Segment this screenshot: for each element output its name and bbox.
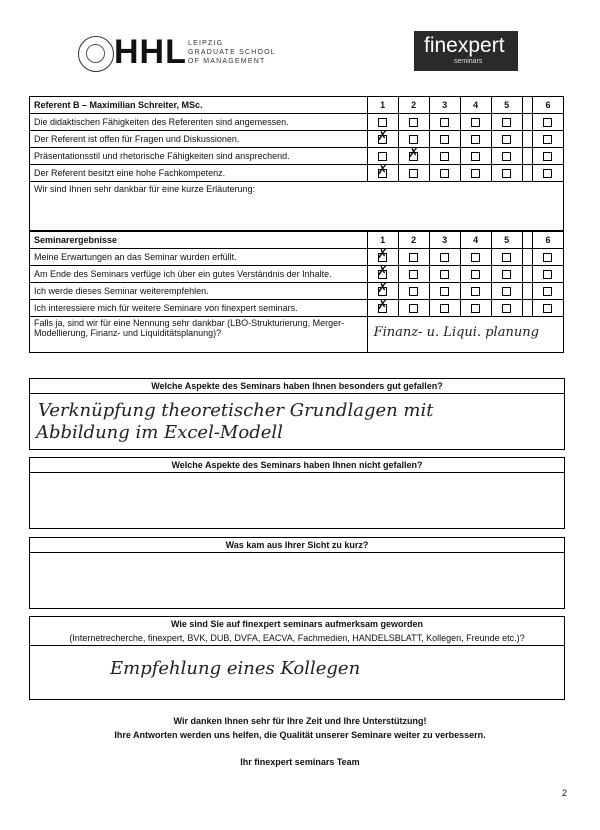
- rating-checkbox[interactable]: [378, 118, 387, 127]
- rating-checkbox[interactable]: [440, 135, 449, 144]
- hhl-logo-subtitle: LEIPZIG GRADUATE SCHOOL OF MANAGEMENT: [188, 40, 276, 65]
- rating-row: [30, 283, 564, 300]
- rating-row: [30, 266, 564, 283]
- rating-checkbox[interactable]: [543, 152, 552, 161]
- hhl-seal-logo: [78, 36, 114, 72]
- liked-answer-line1: Verknüpfung theoretischer Grundlagen mit: [38, 400, 434, 421]
- rating-checkbox[interactable]: [409, 270, 418, 279]
- rating-checkbox[interactable]: [378, 304, 387, 313]
- rating-checkbox[interactable]: [471, 135, 480, 144]
- rating-checkbox[interactable]: [502, 270, 511, 279]
- rating-checkbox[interactable]: [409, 169, 418, 178]
- rating-checkbox[interactable]: [440, 270, 449, 279]
- rating-row: [30, 131, 564, 148]
- results-rating-table: [29, 231, 564, 353]
- rating-checkbox[interactable]: [471, 304, 480, 313]
- disliked-question: Welche Aspekte des Seminars haben Ihnen nicht gefallen?: [30, 458, 564, 473]
- rating-checkbox[interactable]: [543, 118, 552, 127]
- scale-header: 6: [532, 232, 563, 249]
- rating-checkbox[interactable]: [471, 270, 480, 279]
- liked-question: Welche Aspekte des Seminars haben Ihnen besonders gut gefallen?: [30, 379, 564, 394]
- rating-checkbox[interactable]: [378, 287, 387, 296]
- thanks-line-2: Ihre Antworten werden uns helfen, die Qualität unserer Seminare weiter zu verbessern.: [114, 730, 486, 740]
- followup-answer: Finanz- u. Liqui. planung: [373, 325, 539, 340]
- source-answer: Empfehlung eines Kollegen: [110, 658, 361, 679]
- rating-row-label: Der Referent besitzt eine hohe Fachkompetenz.: [30, 165, 368, 182]
- rating-checkbox[interactable]: [440, 287, 449, 296]
- rating-checkbox[interactable]: [471, 253, 480, 262]
- scale-header: 5: [491, 232, 522, 249]
- short-section: [29, 537, 565, 609]
- source-question: Wie sind Sie auf finexpert seminars aufmerksam geworden: [171, 619, 423, 629]
- scale-header: 4: [460, 97, 491, 114]
- liked-answer-line2: Abbildung im Excel-Modell: [36, 422, 283, 443]
- rating-checkbox[interactable]: [409, 135, 418, 144]
- rating-checkbox[interactable]: [440, 169, 449, 178]
- thanks-line: Wir danken Ihnen sehr für Ihre Zeit und Ihre Unterstützung!: [173, 716, 427, 726]
- rating-row: [30, 165, 564, 182]
- rating-checkbox[interactable]: [502, 135, 511, 144]
- rating-row-label: Ich werde dieses Seminar weiterempfehlen.: [30, 283, 368, 300]
- rating-checkbox[interactable]: [502, 253, 511, 262]
- rating-row-label: Präsentationsstil und rhetorische Fähigkeiten sind ansprechend.: [30, 148, 368, 165]
- scale-header: 1: [367, 97, 398, 114]
- rating-checkbox[interactable]: [409, 304, 418, 313]
- liked-section: [29, 378, 565, 450]
- rating-checkbox[interactable]: [378, 169, 387, 178]
- short-answer-field[interactable]: [30, 553, 564, 605]
- source-question-hint: (Internetrecherche, finexpert, BVK, DUB, DVFA, EACVA, Fachmedien, HANDELSBLATT, Kollegen, Freunde etc.)?: [30, 631, 564, 646]
- rating-row-label: Ich interessiere mich für weitere Seminare von finexpert seminars.: [30, 300, 368, 317]
- rating-row-label: Die didaktischen Fähigkeiten des Referenten sind angemessen.: [30, 114, 368, 131]
- rating-checkbox[interactable]: [440, 253, 449, 262]
- scale-header: 2: [398, 232, 429, 249]
- rating-checkbox[interactable]: [543, 270, 552, 279]
- scale-header: 3: [429, 97, 460, 114]
- rating-checkbox[interactable]: [378, 270, 387, 279]
- rating-checkbox[interactable]: [440, 118, 449, 127]
- short-question: Was kam aus Ihrer Sicht zu kurz?: [30, 538, 564, 553]
- rating-checkbox[interactable]: [502, 118, 511, 127]
- rating-checkbox[interactable]: [378, 152, 387, 161]
- referent-comment-field[interactable]: [30, 182, 564, 231]
- hhl-logo-text: HHL: [114, 33, 187, 71]
- rating-checkbox[interactable]: [409, 253, 418, 262]
- finexpert-logo: finexpert seminars: [414, 31, 518, 71]
- rating-checkbox[interactable]: [502, 304, 511, 313]
- rating-checkbox[interactable]: [543, 135, 552, 144]
- rating-checkbox[interactable]: [378, 135, 387, 144]
- scale-header: 3: [429, 232, 460, 249]
- source-answer-field[interactable]: [30, 646, 564, 694]
- page-number: 2: [562, 788, 568, 798]
- results-title: Seminarergebnisse: [30, 232, 368, 249]
- liked-answer-field[interactable]: [30, 394, 564, 446]
- rating-checkbox[interactable]: [440, 152, 449, 161]
- rating-row: [30, 148, 564, 165]
- rating-checkbox[interactable]: [502, 152, 511, 161]
- disliked-answer-field[interactable]: [30, 473, 564, 525]
- rating-row: [30, 249, 564, 266]
- scale-header: 2: [398, 97, 429, 114]
- referent-title: Referent B – Maximilian Schreiter, MSc.: [30, 97, 368, 114]
- rating-checkbox[interactable]: [543, 287, 552, 296]
- rating-checkbox[interactable]: [543, 304, 552, 313]
- rating-checkbox[interactable]: [502, 169, 511, 178]
- rating-checkbox[interactable]: [543, 253, 552, 262]
- source-section: [29, 616, 565, 700]
- rating-row-label: Am Ende des Seminars verfüge ich über ein gutes Verständnis der Inhalte.: [30, 266, 368, 283]
- followup-label: Falls ja, sind wir für eine Nennung sehr dankbar (LBO-Strukturierung, Merger-Modellierung, Finanz- und Liquiditätsplanung)?: [30, 317, 368, 353]
- rating-row: [30, 114, 564, 131]
- rating-row-label: Meine Erwartungen an das Seminar wurden erfüllt.: [30, 249, 368, 266]
- rating-row: [30, 300, 564, 317]
- rating-checkbox[interactable]: [471, 118, 480, 127]
- rating-checkbox[interactable]: [409, 118, 418, 127]
- rating-checkbox[interactable]: [409, 287, 418, 296]
- scale-header: 6: [532, 97, 563, 114]
- disliked-section: [29, 457, 565, 529]
- rating-checkbox[interactable]: [543, 169, 552, 178]
- referent-rating-table: [29, 96, 564, 231]
- rating-checkbox[interactable]: [440, 304, 449, 313]
- rating-checkbox[interactable]: [409, 152, 418, 161]
- signoff: Ihr finexpert seminars Team: [240, 757, 360, 767]
- rating-checkbox[interactable]: [471, 169, 480, 178]
- followup-answer-field[interactable]: [367, 317, 563, 353]
- rating-row-label: Der Referent ist offen für Fragen und Diskussionen.: [30, 131, 368, 148]
- rating-checkbox[interactable]: [471, 152, 480, 161]
- rating-checkbox[interactable]: [502, 287, 511, 296]
- scale-header: 4: [460, 232, 491, 249]
- scale-header: 5: [491, 97, 522, 114]
- scale-header: 1: [367, 232, 398, 249]
- rating-checkbox[interactable]: [378, 253, 387, 262]
- referent-comment-label: Wir sind Ihnen sehr dankbar für eine kurze Erläuterung:: [34, 184, 256, 194]
- rating-checkbox[interactable]: [471, 287, 480, 296]
